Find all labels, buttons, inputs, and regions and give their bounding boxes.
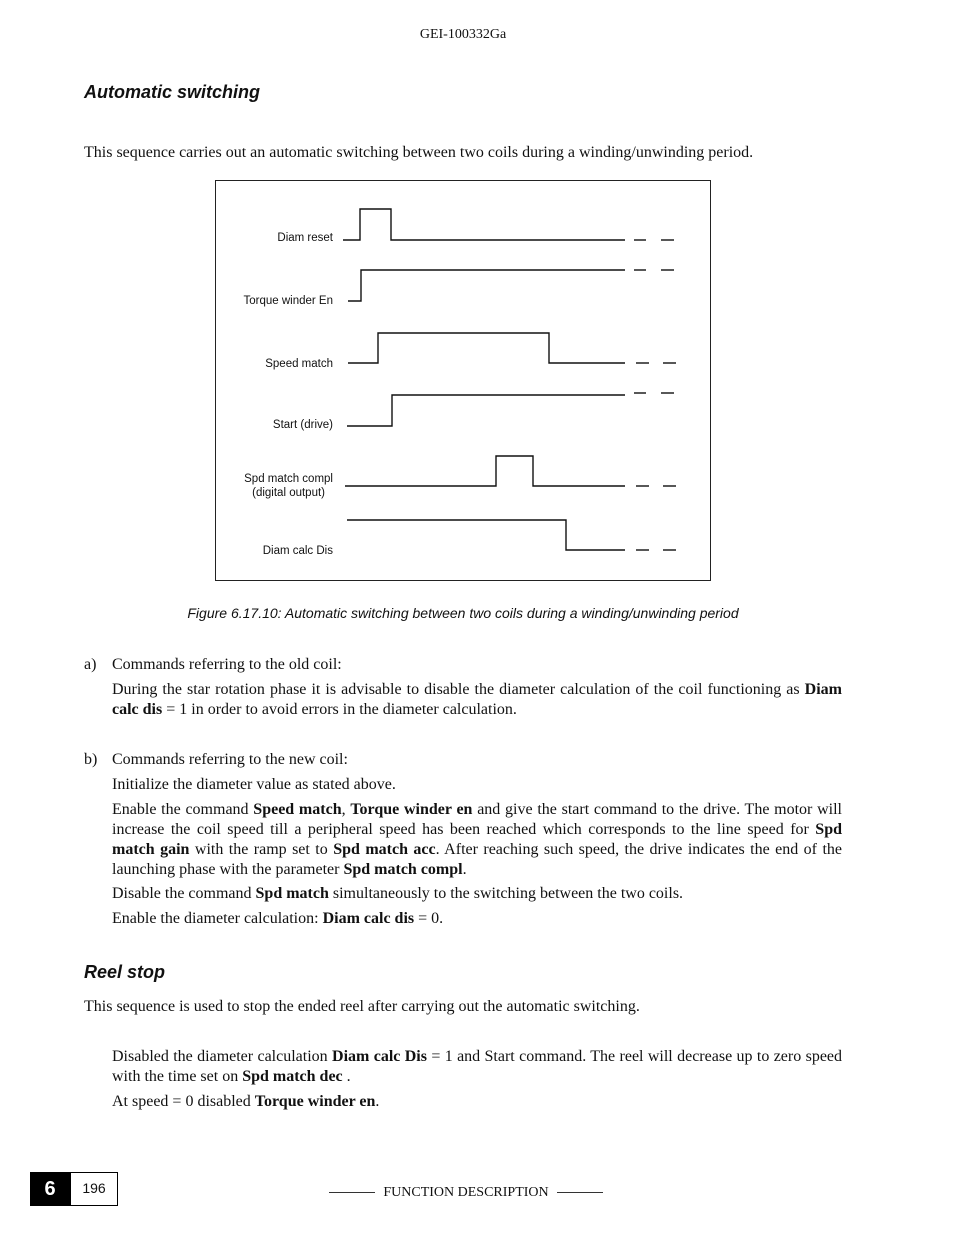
list-marker-b: b)	[84, 751, 98, 768]
signal-label-digital-output: (digital output)	[252, 487, 325, 499]
figure-caption: Figure 6.17.10: Automatic switching between two coils during a winding/unwinding period	[187, 605, 739, 621]
section-intro: This sequence carries out an automatic switching between two coils during a winding/unwinding period.	[84, 144, 754, 161]
reel-stop-intro: This sequence is used to stop the ended reel after carrying out the automatic switching.	[84, 998, 640, 1015]
section-title-automatic-switching: Automatic switching	[84, 82, 261, 102]
waveform-speed-match	[348, 333, 625, 363]
document-id: GEI-100332Ga	[419, 27, 507, 42]
reel-stop-paragraph-1: Disabled the diameter calculation Diam calc Dis = 1 and Start command. The reel will decrease up to zero speed with the time set on Spd match dec .	[112, 1048, 843, 1085]
item-b-paragraph-2: Enable the command Speed match, Torque winder en and give the start command to the drive. The motor will increase the coil speed till a peripheral speed has been reached which corresponds to the line speed for Spd match gain with the ramp set to Spd match acc. After reaching such speed, the drive indicates the end of the launching phase with the parameter Spd match compl.	[112, 801, 843, 878]
waveform-torque-winder-en	[348, 270, 625, 301]
footer-rule-left	[329, 1192, 375, 1193]
waveform-spd-match-compl	[345, 456, 625, 486]
signal-label-start-drive: Start (drive)	[272, 419, 333, 431]
signal-label-diam-reset: Diam reset	[277, 232, 333, 244]
item-b-paragraph-3: Disable the command Spd match simultaneously to the switching between the two coils.	[112, 885, 684, 902]
section-title-reel-stop: Reel stop	[84, 962, 166, 982]
list-marker-a: a)	[84, 656, 97, 673]
waveform-diam-reset	[343, 209, 625, 240]
signal-label-torque-winder-en: Torque winder En	[243, 295, 333, 307]
item-a-heading: Commands referring to the old coil:	[112, 656, 342, 673]
item-b-paragraph-1: Initialize the diameter value as stated above.	[112, 776, 396, 793]
timing-diagram	[215, 180, 711, 581]
signal-label-diam-calc-dis: Diam calc Dis	[262, 545, 333, 557]
chapter-number-badge: 6	[30, 1172, 70, 1206]
item-b-paragraph-4: Enable the diameter calculation: Diam calc dis = 0.	[112, 910, 444, 927]
waveform-diam-calc-dis	[347, 520, 625, 550]
footer-title: FUNCTION DESCRIPTION	[0, 1183, 932, 1203]
signal-label-spd-match-compl: Spd match compl	[244, 473, 333, 485]
footer-rule-right	[557, 1192, 603, 1193]
item-a-paragraph: During the star rotation phase it is advisable to disable the diameter calculation of the coil functioning as Diam calc dis = 1 in order to avoid errors in the diameter calculation.	[112, 681, 842, 718]
page-number: 196	[70, 1172, 118, 1206]
reel-stop-paragraph-2: At speed = 0 disabled Torque winder en.	[112, 1093, 380, 1110]
waveform-start-drive	[347, 395, 625, 426]
signal-label-speed-match: Speed match	[265, 358, 333, 370]
item-b-heading: Commands referring to the new coil:	[112, 751, 348, 768]
